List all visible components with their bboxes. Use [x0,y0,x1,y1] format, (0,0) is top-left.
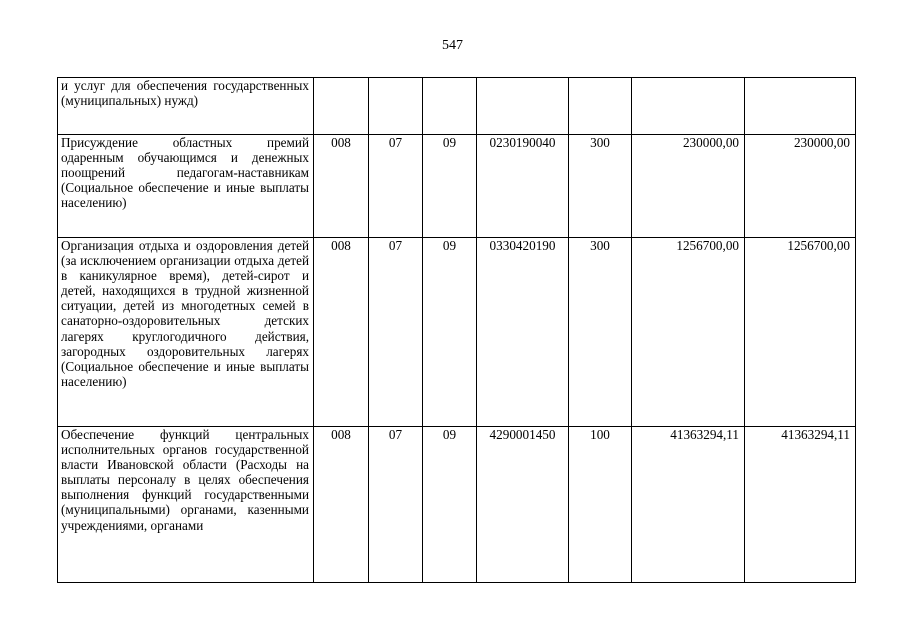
page-number: 547 [442,38,463,53]
subsection-code [423,78,477,135]
target-article-code: 4290001450 [477,427,569,583]
target-article-code: 0230190040 [477,135,569,238]
amount-1: 41363294,11 [632,427,745,583]
section-code [369,78,423,135]
expense-type-code: 300 [569,238,632,427]
expense-description: Организация отдыха и оздоровления детей (за исключением организации отдыха детей в каникулярное время), детей-сирот и детей, находящихся в трудной жизненной ситуации, детей из многодетных семей в санаторно-оздоровительных детских лагерях круглогодичного действия, загородных оздоровительных лагерях (Социальное обеспечение и иные выплаты населению) [58,238,314,427]
subsection-code: 09 [423,135,477,238]
amount-1: 1256700,00 [632,238,745,427]
ministry-code: 008 [314,135,369,238]
table-row [58,427,856,583]
section-code: 07 [369,427,423,583]
table-row [58,78,856,135]
target-article-code [477,78,569,135]
amount-1: 230000,00 [632,135,745,238]
ministry-code [314,78,369,135]
target-article-code: 0330420190 [477,238,569,427]
table-row [58,135,856,238]
subsection-code: 09 [423,427,477,583]
expense-type-code [569,78,632,135]
expense-description: и услуг для обеспечения государственных (муниципальных) нужд) [58,78,314,135]
expense-description: Присуждение областных премий одаренным обучающимся и денежных поощрений педагогам-наставникам (Социальное обеспечение и иные выплаты населению) [58,135,314,238]
section-code: 07 [369,238,423,427]
table-row [58,238,856,427]
budget-table [57,77,856,583]
expense-description: Обеспечение функций центральных исполнительных органов государственной власти Ивановской области (Расходы на выплаты персоналу в целях обеспечения выполнения функций государственными (муниципальными) органами, казенными учреждениями, органами [58,427,314,583]
amount-2 [745,78,856,135]
amount-2: 41363294,11 [745,427,856,583]
expense-type-code: 100 [569,427,632,583]
section-code: 07 [369,135,423,238]
amount-1 [632,78,745,135]
amount-2: 230000,00 [745,135,856,238]
expense-type-code: 300 [569,135,632,238]
amount-2: 1256700,00 [745,238,856,427]
ministry-code: 008 [314,427,369,583]
subsection-code: 09 [423,238,477,427]
ministry-code: 008 [314,238,369,427]
